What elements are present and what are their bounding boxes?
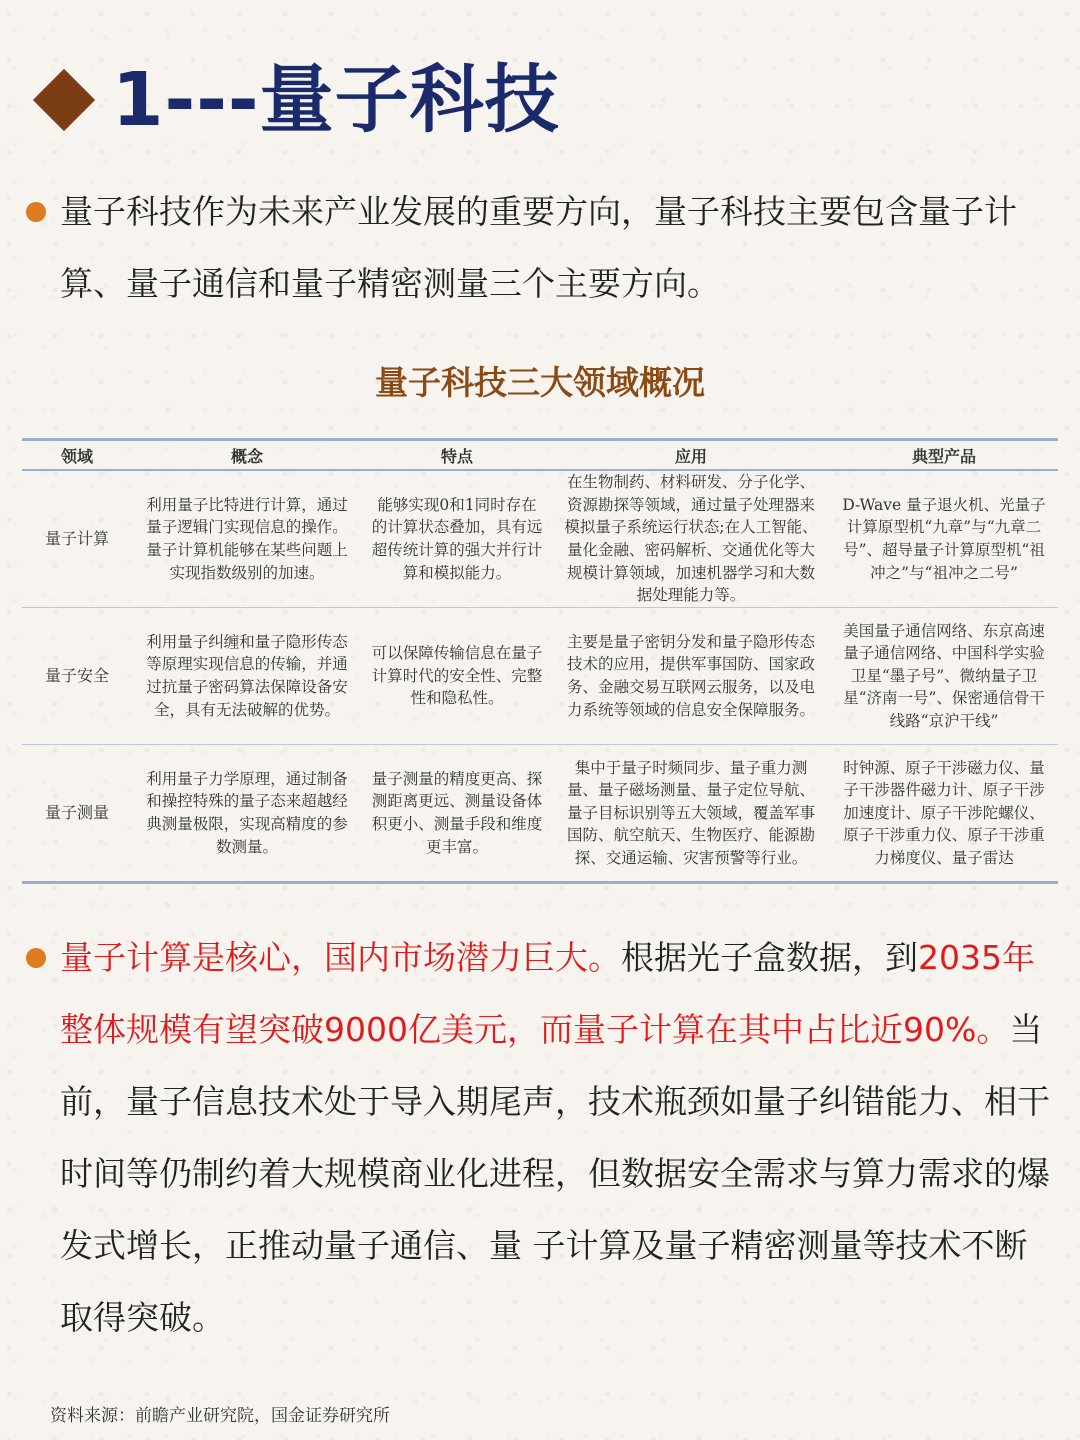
page-header: [30, 58, 560, 142]
cell-concept: 利用量子纠缠和量子隐形传态等原理实现信息的传输，并通过抗量子密码算法保障设备安全，具有无法破解的优势。: [132, 608, 362, 745]
cell-concept: 利用量子比特进行计算，通过量子逻辑门实现信息的操作。量子计算机能够在某些问题上实现指数级别的加速。: [132, 470, 362, 608]
cell-product: 美国量子通信网络、东京高速量子通信网络、中国科学实验卫星“墨子号”、微纳量子卫星“济南一号”、保密通信骨干线路“京沪干线”: [830, 608, 1058, 745]
cell-field: 量子测量: [22, 745, 132, 883]
table-header-row: [22, 440, 1058, 471]
cell-field: 量子安全: [22, 608, 132, 745]
cell-application: 主要是量子密钥分发和量子隐形传态技术的应用，提供军事国防、国家政务、金融交易互联网云服务，以及电力系统等领域的信息安全保障服务。: [552, 608, 830, 745]
source-note: 资料来源：前瞻产业研究院，国金证券研究所: [50, 1406, 390, 1426]
orange-dot-icon: [26, 202, 46, 222]
table-row: [22, 745, 1058, 883]
orange-dot-icon: [26, 948, 46, 968]
cell-feature: 量子测量的精度更高、探测距离更远、测量设备体积更小、测量手段和维度更丰富。: [362, 745, 552, 883]
header-field: 领域: [22, 440, 132, 471]
cell-feature: 可以保障传输信息在量子计算时代的安全性、完整性和隐私性。: [362, 608, 552, 745]
header-product: 典型产品: [830, 440, 1058, 471]
cell-product: 时钟源、原子干涉磁力仪、量子干涉器件磁力计、原子干涉加速度计、原子干涉陀螺仪、原子干涉重力仪、原子干涉重力梯度仪、量子雷达: [830, 745, 1058, 883]
cell-feature: 能够实现0和1同时存在的计算状态叠加，具有远超传统计算的强大并行计算和模拟能力。: [362, 470, 552, 608]
table-row: [22, 470, 1058, 608]
cell-concept: 利用量子力学原理，通过制备和操控特殊的量子态来超越经典测量极限，实现高精度的参数测量。: [132, 745, 362, 883]
page-title: 1---量子科技: [112, 57, 560, 143]
summary-highlight-1: 量子计算是核心，国内市场潜力巨大。: [60, 938, 621, 977]
intro-paragraph: [60, 176, 1050, 320]
cell-application: 集中于量子时频同步、量子重力测量、量子磁场测量、量子定位导航、量子目标识别等五大领域，覆盖军事国防、航空航天、生物医疗、能源勘探、交通运输、灾害预警等行业。: [552, 745, 830, 883]
summary-paragraph: [60, 922, 1050, 1354]
header-concept: 概念: [132, 440, 362, 471]
intro-text: 量子科技作为未来产业发展的重要方向，量子科技主要包含量子计算、量子通信和量子精密测量三个主要方向。: [60, 192, 1017, 303]
header-feature: 特点: [362, 440, 552, 471]
diamond-bullet-icon: [33, 69, 95, 131]
summary-highlight-2: 2035年整体规模有望突破9000亿美元，而量子计算在其中占比近90%。: [60, 938, 1035, 1049]
summary-text-2: 当前，量子信息技术处于导入期尾声，技术瓶颈如量子纠错能力、相干时间等仍制约着大规模商业化进程，但数据安全需求与算力需求的爆发式增长，正推动量子通信、量 子计算及量子精密测量等技术不断取得突破。: [60, 1010, 1050, 1337]
summary-text-1: 根据光子盒数据，到: [621, 938, 918, 977]
cell-field: 量子计算: [22, 470, 132, 608]
cell-application: 在生物制药、材料研发、分子化学、资源勘探等领域，通过量子处理器来模拟量子系统运行状态;在人工智能、量化金融、密码解析、交通优化等大规模计算领域，加速机器学习和大数据处理能力等。: [552, 470, 830, 608]
domain-table: [22, 438, 1058, 884]
domain-table-wrapper: [22, 438, 1058, 884]
table-title: 量子科技三大领域概况: [375, 363, 705, 402]
table-row: [22, 608, 1058, 745]
header-application: 应用: [552, 440, 830, 471]
cell-product: D-Wave 量子退火机、光量子计算原型机“九章”与“九章二号”、超导量子计算原型机“祖冲之”与“祖冲之二号”: [830, 470, 1058, 608]
